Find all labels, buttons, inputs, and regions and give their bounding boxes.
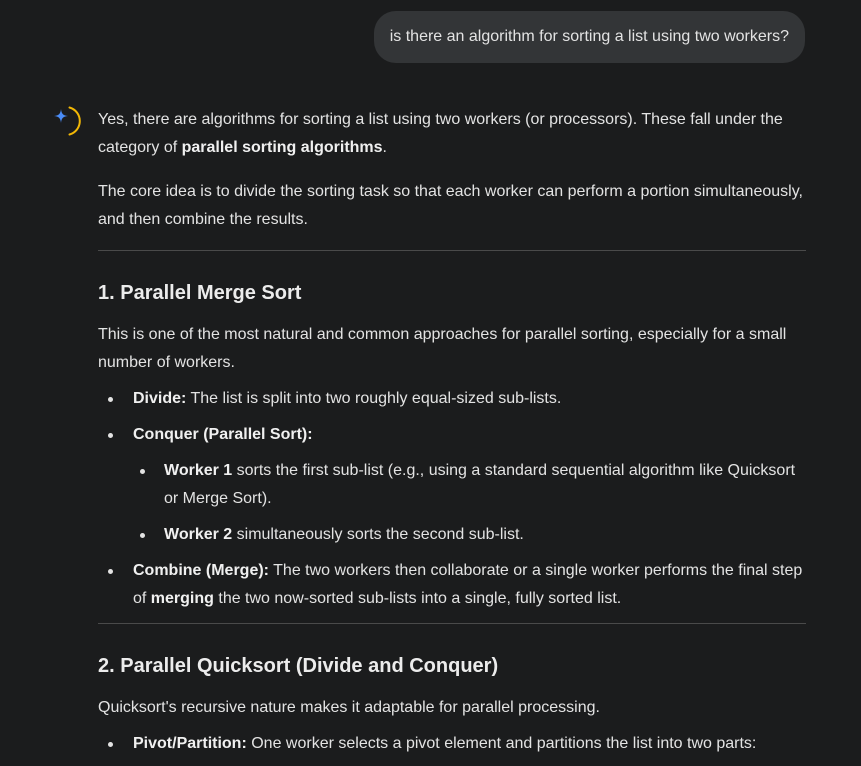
section-heading-quicksort: 2. Parallel Quicksort (Divide and Conquer) xyxy=(98,655,499,677)
pivot-text: One worker selects a pivot element and partitions the list into two parts: xyxy=(246,735,757,752)
worker1-label: Worker 1 xyxy=(164,462,233,479)
divide-text: The list is split into two roughly equal-sized sub-lists. xyxy=(186,390,562,407)
section-heading-merge-sort: 1. Parallel Merge Sort xyxy=(98,282,302,304)
section-divider xyxy=(98,623,806,624)
list-item-worker1 xyxy=(133,457,806,513)
intro-bold-text: parallel sorting algorithms xyxy=(181,139,383,156)
worker1-text: sorts the first sub-list (e.g., using a standard sequential algorithm like Quicksort or Merge Sort). xyxy=(164,462,796,507)
list-item-worker2 xyxy=(133,521,806,549)
section-divider xyxy=(98,250,806,251)
quicksort-intro: Quicksort's recursive nature makes it adaptable for parallel processing. xyxy=(98,699,600,716)
gemini-sparkle-icon xyxy=(50,105,82,137)
worker2-label: Worker 2 xyxy=(164,526,233,543)
combine-bold: merging xyxy=(150,590,214,607)
list-item-divide xyxy=(98,385,806,413)
user-message-bubble xyxy=(374,11,805,63)
intro-text-end: . xyxy=(382,139,387,156)
list-item-conquer xyxy=(98,421,806,549)
worker2-text: simultaneously sorts the second sub-list. xyxy=(232,526,524,543)
combine-text: The two workers then collaborate or a single worker performs the final step of xyxy=(133,562,803,607)
response-core-idea-paragraph: The core idea is to divide the sorting task so that each worker can perform a portion simultaneously, and then combine the results. xyxy=(98,183,803,228)
pivot-label: Pivot/Partition: xyxy=(133,735,247,752)
conquer-label: Conquer (Parallel Sort): xyxy=(133,426,313,443)
combine-text-end: the two now-sorted sub-lists into a single, fully sorted list. xyxy=(213,590,622,607)
user-message-text: is there an algorithm for sorting a list using two workers? xyxy=(389,28,789,45)
list-item-combine xyxy=(98,557,806,613)
response-intro-paragraph xyxy=(98,106,806,162)
conquer-substeps xyxy=(133,457,806,549)
combine-label: Combine (Merge): xyxy=(133,562,269,579)
quicksort-steps xyxy=(98,730,806,758)
assistant-response xyxy=(98,106,806,766)
intro-text: Yes, there are algorithms for sorting a list using two workers (or processors). These fall under the category of xyxy=(98,111,783,156)
divide-label: Divide: xyxy=(133,390,187,407)
merge-sort-steps xyxy=(98,385,806,613)
list-item-pivot xyxy=(98,730,806,758)
merge-sort-intro: This is one of the most natural and common approaches for parallel sorting, especially for a small number of workers. xyxy=(98,326,787,371)
